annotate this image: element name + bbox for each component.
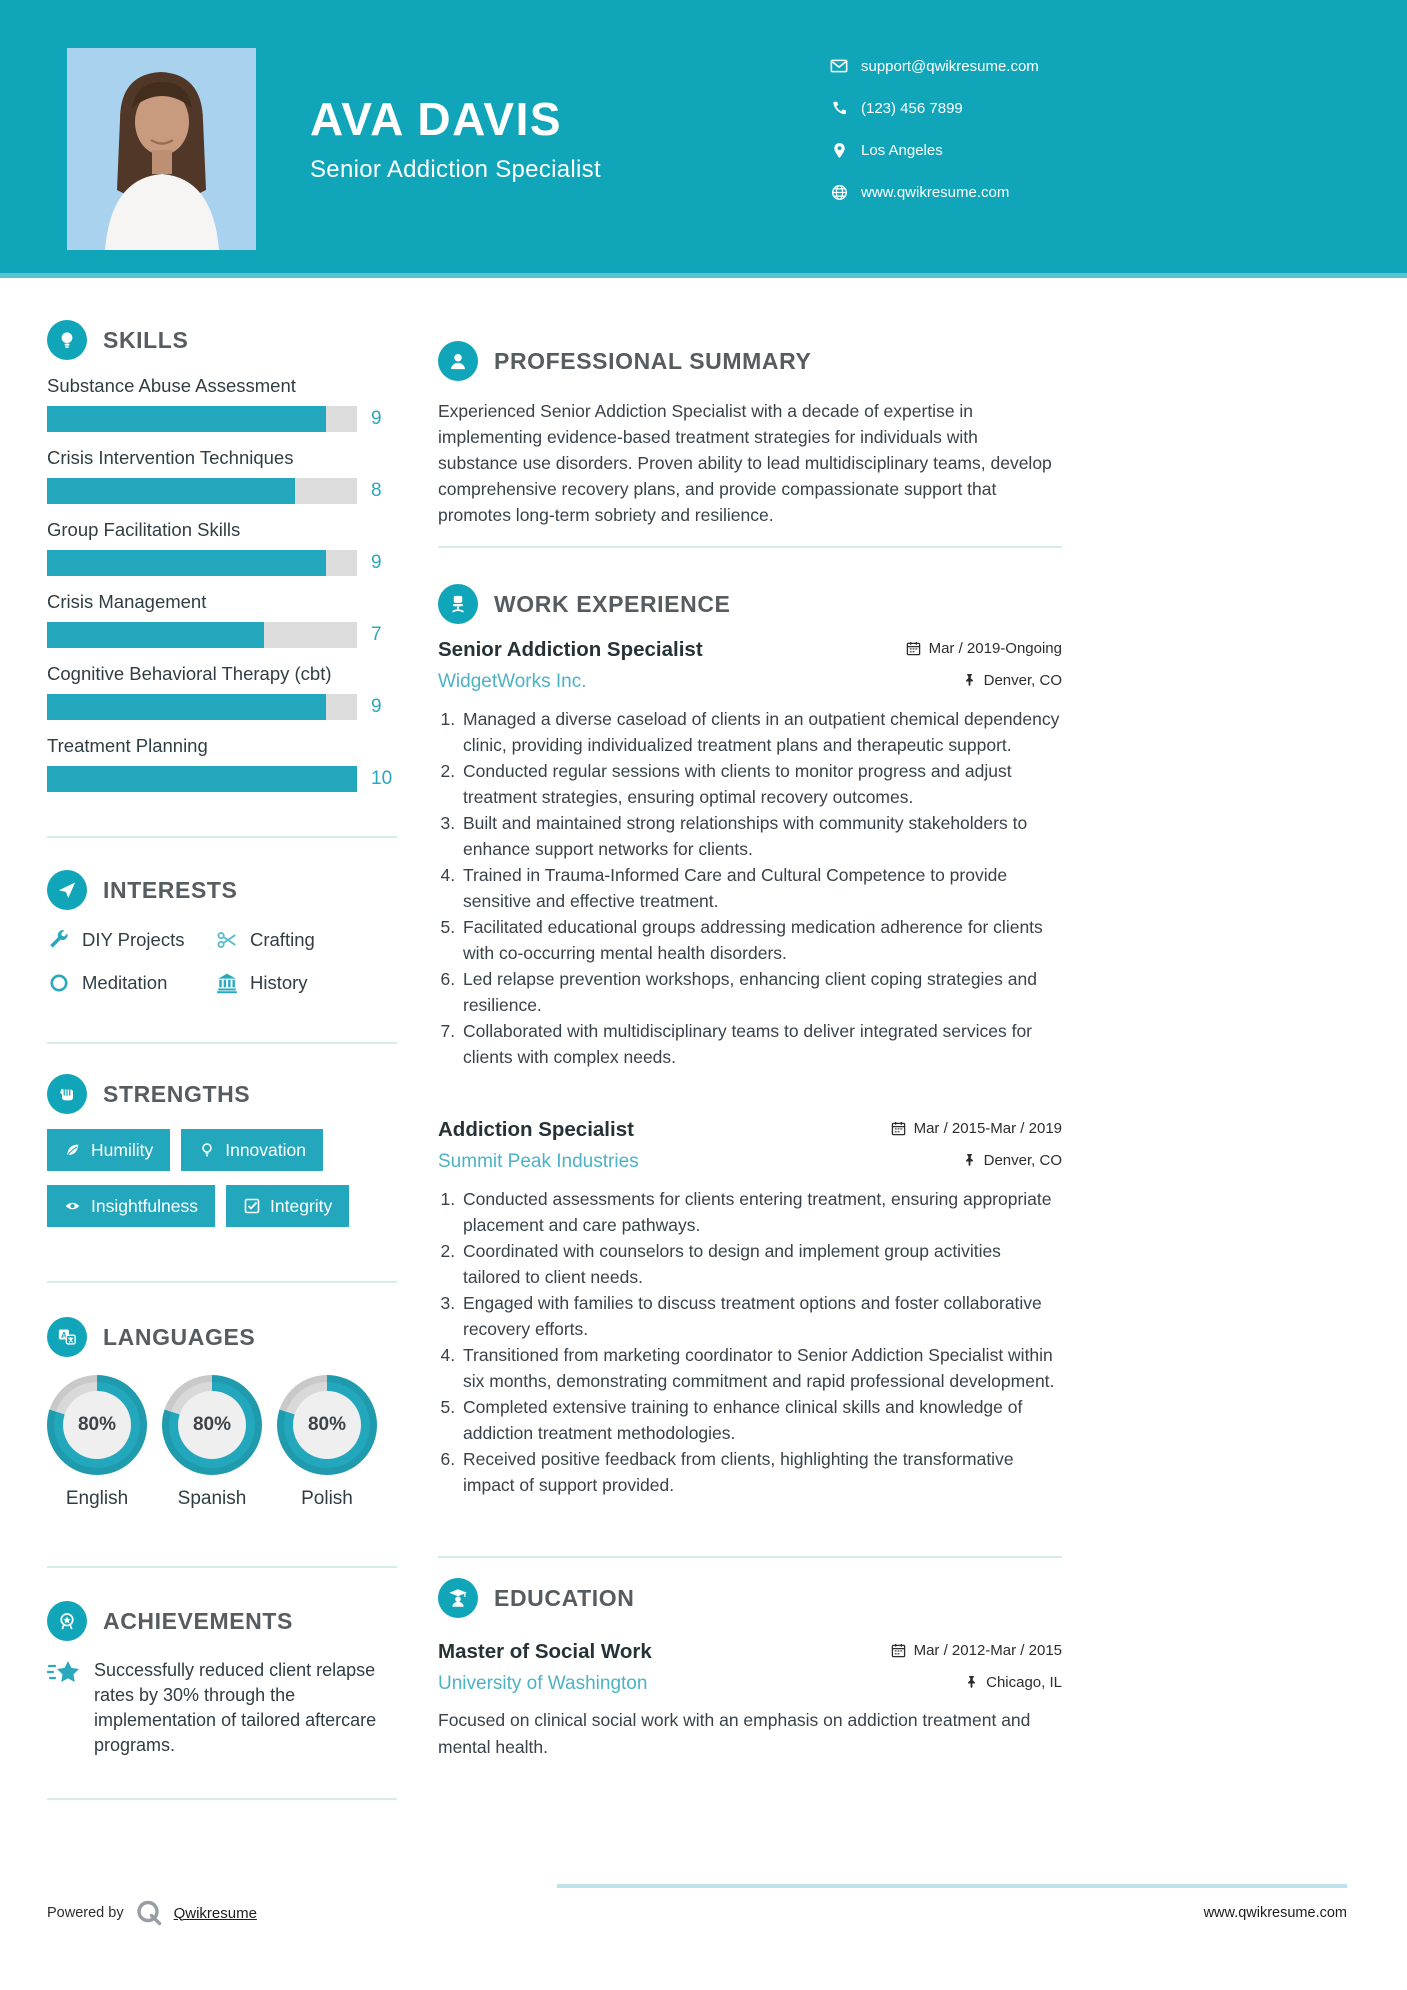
experience-bullet: 6. Led relapse prevention workshops, enhancing client coping strategies and resilience.	[460, 966, 1062, 1018]
education-location: Chicago, IL	[965, 1674, 1062, 1691]
achievement-text: Successfully reduced client relapse rates by 30% through the implementation of tailored aftercare programs.	[94, 1660, 377, 1755]
contact-location: Los Angeles	[861, 141, 943, 159]
scissors-icon	[215, 928, 239, 952]
section-divider	[47, 1281, 397, 1283]
section-divider	[438, 546, 1062, 548]
languages-section	[47, 1317, 397, 1568]
summary-section	[438, 341, 1062, 548]
experience-heading	[438, 584, 1062, 624]
job-company-row	[438, 1142, 1062, 1173]
powered-by-label: Powered by	[47, 1905, 124, 1921]
language-percent: 80%	[77, 1414, 117, 1435]
skill-bar-track	[47, 478, 357, 504]
language-item	[277, 1375, 377, 1510]
leaf-icon	[64, 1142, 81, 1159]
contact-location-row	[830, 136, 1039, 164]
section-title: SKILLS	[103, 326, 189, 353]
globe-icon	[830, 183, 848, 201]
interest-label: DIY Projects	[82, 929, 185, 950]
language-donut	[277, 1375, 377, 1475]
skill-bar-row	[47, 478, 397, 504]
languages-heading	[47, 1317, 397, 1357]
interests-list	[47, 925, 397, 998]
candidate-name: AVA DAVIS	[310, 93, 563, 145]
job-bullets	[438, 1186, 1062, 1498]
achievements-heading	[47, 1601, 397, 1641]
footer-divider	[557, 1884, 1347, 1888]
section-divider	[47, 1798, 397, 1800]
museum-icon	[215, 971, 239, 995]
experience-bullet: 1. Managed a diverse caseload of clients in an outpatient chemical dependency clinic, providing individualized treatment plans and therapeutic support.	[460, 706, 1062, 758]
skill-bar-fill	[47, 694, 326, 720]
skill-bar-track	[47, 694, 357, 720]
wrench-icon	[47, 928, 71, 952]
candidate-title: Senior Addiction Specialist	[310, 156, 601, 183]
strengths-section	[47, 1074, 397, 1283]
skill-bar-row	[47, 550, 397, 576]
paper-plane-icon	[47, 870, 87, 910]
skill-bar-fill	[47, 550, 326, 576]
section-divider	[47, 1042, 397, 1044]
svg-text:A: A	[60, 1330, 67, 1340]
education-degree: Master of Social Work	[438, 1640, 652, 1663]
education-section	[438, 1578, 1062, 1761]
strength-chip	[181, 1129, 323, 1171]
experience-section	[438, 584, 1062, 1558]
skill-label: Treatment Planning	[47, 735, 208, 756]
experience-bullet: 6. Received positive feedback from clients, highlighting the transformative impact of support provided.	[460, 1446, 1062, 1498]
skill-item	[47, 519, 397, 576]
calendar-icon	[891, 1121, 906, 1136]
skill-item	[47, 735, 397, 792]
skill-bar-row	[47, 406, 397, 432]
job-title: Addiction Specialist	[438, 1118, 634, 1141]
eye-icon	[64, 1198, 81, 1215]
skill-label: Group Facilitation Skills	[47, 519, 241, 540]
strength-label: Integrity	[270, 1195, 333, 1216]
medal-star-icon	[47, 1601, 87, 1641]
skill-value: 7	[371, 624, 382, 645]
education-school: University of Washington	[438, 1673, 648, 1694]
calendar-icon	[906, 641, 921, 656]
contact-phone-row	[830, 94, 1039, 122]
interest-label: Crafting	[250, 929, 315, 950]
skill-bar-fill	[47, 478, 295, 504]
powered-by	[47, 1898, 257, 1928]
language-donut	[162, 1375, 262, 1475]
footer	[47, 1898, 1347, 1928]
strength-label: Humility	[91, 1139, 154, 1160]
experience-bullet: 5. Facilitated educational groups addressing medication adherence for clients with co-occurring mental health disorders.	[460, 914, 1062, 966]
language-label: Spanish	[177, 1488, 247, 1509]
experience-bullet: 3. Engaged with families to discuss treatment options and foster collaborative recovery efforts.	[460, 1290, 1062, 1342]
qwikresume-link[interactable]: Qwikresume	[173, 1904, 257, 1922]
profile-photo-image	[67, 48, 256, 250]
experience-bullet: 4. Trained in Trauma-Informed Care and Cultural Competence to provide sensitive and effective treatment.	[460, 862, 1062, 914]
job-company: WidgetWorks Inc.	[438, 671, 587, 692]
skill-label: Substance Abuse Assessment	[47, 375, 296, 396]
interest-item	[47, 925, 215, 955]
experience-bullet: 2. Conducted regular sessions with clients to monitor progress and adjust treatment strategies, ensuring optimal recovery outcomes.	[460, 758, 1062, 810]
contact-website-row	[830, 178, 1039, 206]
education-school-row	[438, 1664, 1062, 1695]
skill-bar-track	[47, 622, 357, 648]
section-title: ACHIEVEMENTS	[103, 1607, 293, 1634]
identity-block	[310, 93, 601, 184]
language-donut	[47, 1375, 147, 1475]
language-item	[47, 1375, 147, 1510]
language-donut-hole	[178, 1391, 246, 1459]
skill-bar-track	[47, 550, 357, 576]
section-title: LANGUAGES	[103, 1323, 256, 1350]
interests-heading	[47, 870, 397, 910]
right-column	[438, 278, 1062, 1779]
main-content	[0, 278, 1407, 1800]
strength-chip	[47, 1185, 215, 1227]
education-entry	[438, 1640, 1062, 1761]
section-divider	[47, 836, 397, 838]
bulb-icon	[198, 1142, 215, 1159]
experience-bullet: 3. Built and maintained strong relationships with community stakeholders to enhance support networks for clients.	[460, 810, 1062, 862]
skill-value: 9	[371, 552, 382, 573]
strength-chip	[47, 1129, 170, 1171]
skill-label: Cognitive Behavioral Therapy (cbt)	[47, 663, 332, 684]
footer-website: www.qwikresume.com	[1203, 1905, 1347, 1921]
shooting-star-icon	[47, 1658, 81, 1688]
profile-photo	[67, 48, 256, 250]
contact-block	[830, 52, 1039, 220]
office-chair-icon	[438, 584, 478, 624]
skill-item	[47, 447, 397, 504]
pushpin-icon	[963, 1153, 976, 1167]
job-title-row	[438, 638, 1062, 662]
education-degree-row	[438, 1640, 1062, 1664]
interest-label: Meditation	[82, 972, 168, 993]
graduate-icon	[438, 1578, 478, 1618]
interests-section	[47, 870, 397, 1044]
skill-item	[47, 375, 397, 432]
achievement-item	[47, 1658, 397, 1758]
experience-bullet: 2. Coordinated with counselors to design and implement group activities tailored to client needs.	[460, 1238, 1062, 1290]
left-column	[47, 278, 397, 1800]
job-company-row	[438, 662, 1062, 693]
email-icon	[830, 57, 848, 75]
job-title: Senior Addiction Specialist	[438, 638, 703, 661]
job-title-row	[438, 1118, 1062, 1142]
section-title: INTERESTS	[103, 876, 238, 903]
person-icon	[438, 341, 478, 381]
skill-value: 8	[371, 480, 382, 501]
skill-bar-fill	[47, 766, 357, 792]
strength-label: Innovation	[225, 1139, 306, 1160]
section-divider	[47, 1566, 397, 1568]
language-percent: 80%	[192, 1414, 232, 1435]
skill-label: Crisis Management	[47, 591, 207, 612]
job-entry	[438, 1118, 1062, 1498]
pushpin-icon	[965, 1675, 978, 1689]
skills-heading	[47, 320, 397, 360]
skill-value: 10	[371, 768, 393, 789]
skill-bar-fill	[47, 622, 264, 648]
language-donut-hole	[293, 1391, 361, 1459]
skills-list	[47, 375, 397, 792]
skills-section	[47, 320, 397, 838]
skill-bar-track	[47, 766, 357, 792]
section-title: PROFESSIONAL SUMMARY	[494, 347, 812, 374]
section-title: WORK EXPERIENCE	[494, 590, 731, 617]
skill-value: 9	[371, 696, 382, 717]
language-percent: 80%	[307, 1414, 347, 1435]
qwikresume-logo	[134, 1898, 164, 1928]
contact-email: support@qwikresume.com	[861, 57, 1039, 75]
language-item	[162, 1375, 262, 1510]
section-title: STRENGTHS	[103, 1080, 251, 1107]
interest-item	[47, 968, 215, 998]
skill-bar-row	[47, 694, 397, 720]
fist-icon	[47, 1074, 87, 1114]
contact-phone: (123) 456 7899	[861, 99, 963, 117]
skill-bar-row	[47, 622, 397, 648]
achievements-section	[47, 1601, 397, 1800]
calendar-icon	[891, 1643, 906, 1658]
header	[0, 0, 1407, 278]
translate-icon	[47, 1317, 87, 1357]
education-heading	[438, 1578, 1062, 1618]
experience-bullet: 1. Conducted assessments for clients entering treatment, ensuring appropriate placement and care pathways.	[460, 1186, 1062, 1238]
phone-icon	[830, 99, 848, 117]
interest-item	[215, 968, 397, 998]
language-label: English	[65, 1488, 129, 1509]
strength-label: Insightfulness	[91, 1195, 199, 1216]
skill-item	[47, 663, 397, 720]
job-location: Denver, CO	[963, 1152, 1062, 1169]
job-location: Denver, CO	[963, 672, 1062, 689]
language-label: Polish	[301, 1488, 353, 1509]
contact-email-row	[830, 52, 1039, 80]
interest-label: History	[250, 972, 308, 993]
education-dates: Mar / 2012-Mar / 2015	[891, 1642, 1062, 1659]
job-entry	[438, 638, 1062, 1070]
skill-item	[47, 591, 397, 648]
pushpin-icon	[963, 673, 976, 687]
summary-text: Experienced Senior Addiction Specialist with a decade of expertise in implementing evidence-based treatment strategies for individuals with substance use disorders. Proven ability to lead multidisciplinary teams, develop comprehensive recovery plans, and provide compassionate support that promotes long-term sobriety and resilience.	[438, 401, 1052, 525]
languages-list	[47, 1375, 397, 1510]
location-icon	[830, 141, 848, 159]
summary-heading	[438, 341, 1062, 381]
strengths-heading	[47, 1074, 397, 1114]
skill-bar-row	[47, 766, 397, 792]
contact-website: www.qwikresume.com	[861, 183, 1010, 201]
skill-value: 9	[371, 408, 382, 429]
job-company: Summit Peak Industries	[438, 1151, 639, 1172]
job-dates: Mar / 2019-Ongoing	[906, 640, 1062, 657]
strengths-chips	[47, 1129, 397, 1227]
experience-bullet: 4. Transitioned from marketing coordinator to Senior Addiction Specialist within six months, demonstrating commitment and rapid professional development.	[460, 1342, 1062, 1394]
language-donut-hole	[63, 1391, 131, 1459]
skill-bar-track	[47, 406, 357, 432]
experience-bullet: 7. Collaborated with multidisciplinary teams to deliver integrated services for clients with complex needs.	[460, 1018, 1062, 1070]
lightbulb-icon	[47, 320, 87, 360]
strength-chip	[226, 1185, 349, 1227]
experience-bullet: 5. Completed extensive training to enhance clinical skills and knowledge of addiction treatment methodologies.	[460, 1394, 1062, 1446]
interest-item	[215, 925, 397, 955]
skill-bar-fill	[47, 406, 326, 432]
circle-icon	[47, 971, 71, 995]
skill-label: Crisis Intervention Techniques	[47, 447, 294, 468]
section-divider	[438, 1556, 1062, 1558]
education-description: Focused on clinical social work with an emphasis on addiction treatment and mental health.	[438, 1710, 1031, 1757]
section-title: EDUCATION	[494, 1584, 635, 1611]
job-bullets	[438, 706, 1062, 1070]
checkbox-icon	[243, 1198, 260, 1215]
job-dates: Mar / 2015-Mar / 2019	[891, 1120, 1062, 1137]
